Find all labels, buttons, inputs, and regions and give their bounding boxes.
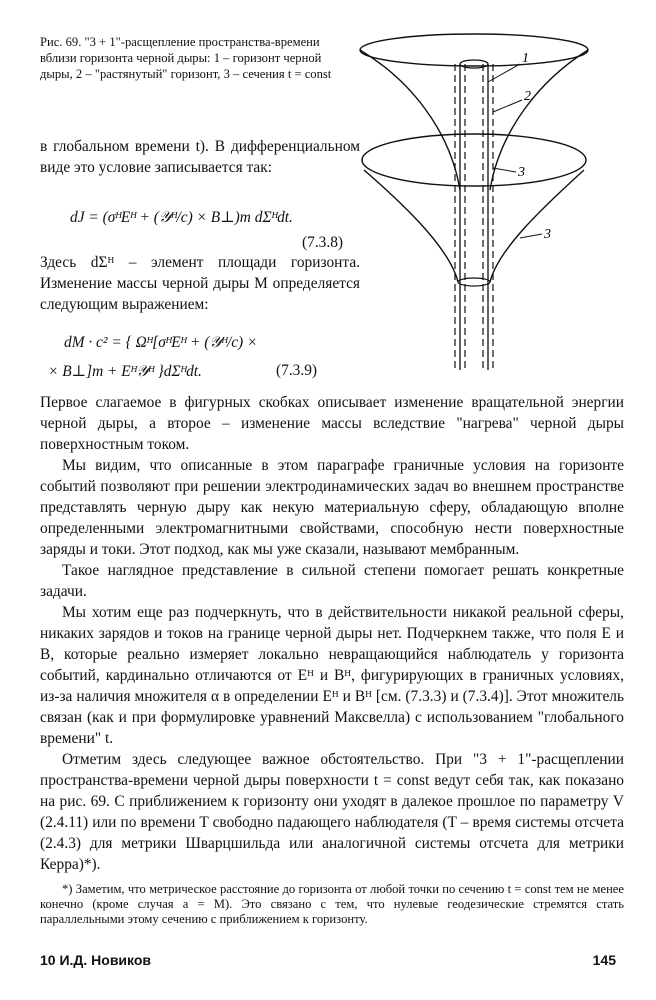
body-paragraph-5: Отметим здесь следующее важное обстоятельство. При "3 + 1"-расщеплении пространства-времени черной дыры поверхности t = const ведут себя так, как показано на рис. 69. С приближением к горизонту они уходят в далекое прошлое по параметру V (2.4.11) или по времени T свободно падающего наблюдателя (T – время системы отсчета (2.4.3) для метрики Шварцшильда или аналогичной системы отсчета для метрики Керра)*).	[40, 751, 624, 873]
footnote-text: *) Заметим, что метрическое расстояние до горизонта от любой точки по сечению t = const тем не менее конечно (кроме случая a = M). Это связано с тем, что нулевые геодезические стремятся стать параллельными этому сечению с приближением к горизонту.	[40, 882, 624, 926]
body-paragraph-4: Мы хотим еще раз подчеркнуть, что в действительности никакой реальной сферы, никаких зарядов и токов на границе черной дыры нет. Подчеркнем также, что поля E и B, которые реально измеряет локально невращающийся наблюдатель у горизонта событий, кардинально отличаются от Eᴴ и Bᴴ, фигурирующих в граничных условиях, из-за наличия множителя α в определении Eᴴ и Bᴴ [см. (7.3.3) и (7.3.4)]. Этот множитель связан (как и при формулировке уравнений Максвелла) с использованием "глобального времени" t.	[40, 604, 624, 747]
label-1: 1	[522, 51, 529, 66]
left-column	[40, 136, 360, 178]
equation-number-7-3-8: (7.3.8)	[302, 234, 344, 251]
lower-funnel	[364, 170, 584, 282]
figure-69	[350, 20, 610, 380]
label-3-upper: 3	[518, 165, 525, 180]
label-3-lower: 3	[544, 227, 551, 242]
upper-funnel	[360, 50, 588, 190]
body-paragraph-3: Такое наглядное представление в сильной степени помогает решать конкретные задачи.	[40, 562, 624, 600]
middle-section-ellipse	[362, 134, 586, 186]
equation-number-7-3-9: (7.3.9)	[276, 362, 318, 379]
left-paragraph-1: в глобальном времени t). В дифференциальном виде это условие записывается так:	[40, 138, 360, 176]
footnote	[40, 882, 624, 927]
label-2: 2	[524, 89, 531, 104]
body-paragraph-2: Мы видим, что описанные в этом параграфе граничные условия на горизонте событий позволяют при решении электродинамических задач во внешнем пространстве представлять черную дыру как некую материальную сферу, обладающую вполне определенными электромагнитными свойствами, способную нести поверхностные заряды и токи. Этот подход, как мы уже сказали, называют мембранным.	[40, 457, 624, 558]
left-paragraph-2: Здесь dΣᴴ – элемент площади горизонта. Изменение массы черной дыры M определяется следующим выражением:	[40, 254, 360, 313]
equation-7-3-8: dJ = (σᴴEᴴ + (𝒴ᴴ/c) × B⊥)m dΣᴴdt.	[70, 209, 293, 226]
body-text	[40, 392, 624, 875]
page-number: 145	[592, 952, 616, 968]
body-paragraph-1: Первое слагаемое в фигурных скобках описывает изменение вращательной энергии черной дыры, а второе – изменение массы вследствие "нагрева" черной дыры поверхностным током.	[40, 394, 624, 453]
footer-signature: 10 И.Д. Новиков	[40, 952, 152, 968]
upper-section-ellipse	[360, 34, 588, 66]
figure-caption: Рис. 69. "3 + 1"-расщепление пространства-времени вблизи горизонта черной дыры: 1 – горизонт черной дыры, 2 – "растянутый" горизонт, 3 – сечения t = const	[40, 35, 332, 81]
equation-7-3-9-line2: × B⊥]m + Eᴴ𝒴ᴴ }dΣᴴdt.	[48, 363, 202, 380]
horizon-cylinder-top	[460, 60, 488, 68]
left-column-2	[40, 252, 360, 315]
equation-7-3-9-line1: dM · c² = { Ωᴴ[σᴴEᴴ + (𝒴ᴴ/c) ×	[64, 334, 258, 351]
